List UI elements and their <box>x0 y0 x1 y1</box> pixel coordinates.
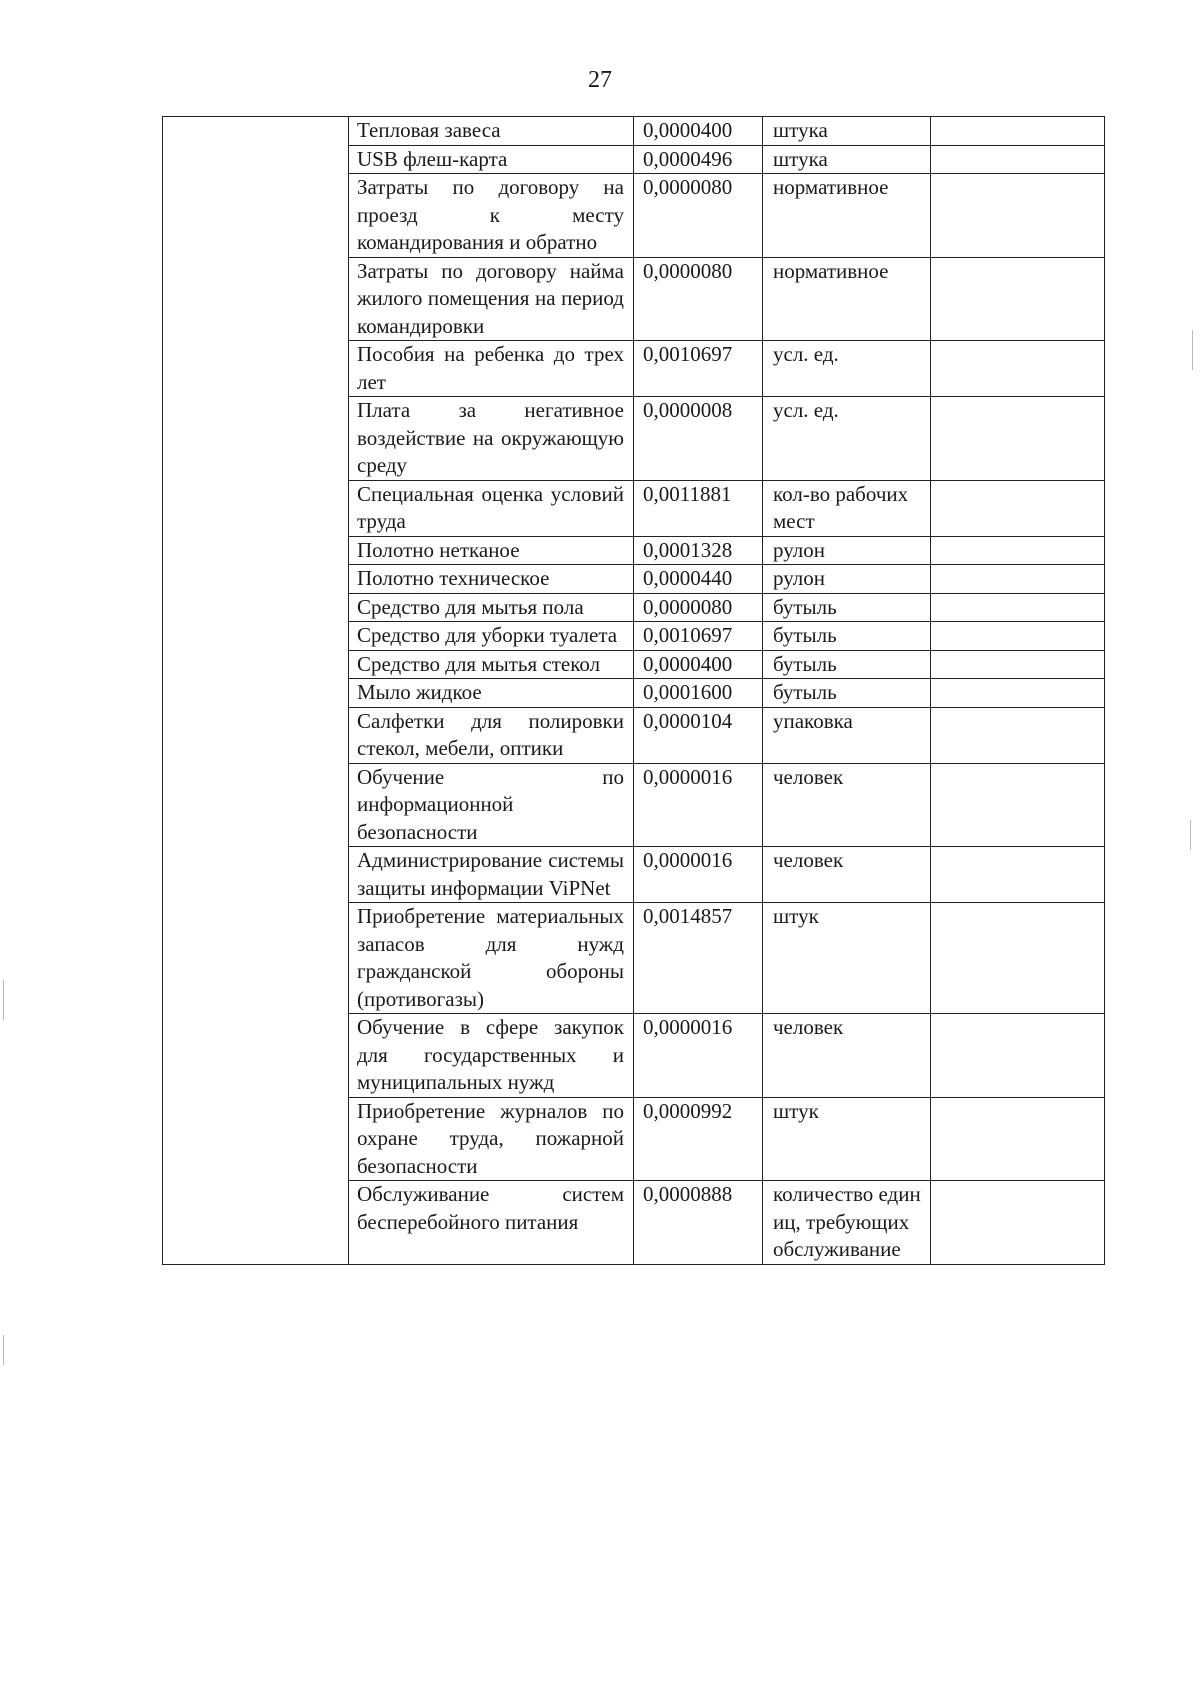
item-name-cell: Обучение в сфере закупок для государственных и муниципальных нужд <box>349 1014 634 1098</box>
unit-cell: кол-во рабочих мест <box>763 480 931 536</box>
unit-cell: рулон <box>763 536 931 565</box>
item-name-cell: Мыло жидкое <box>349 679 634 708</box>
unit-cell: человек <box>763 1014 931 1098</box>
unit-cell: штук <box>763 903 931 1014</box>
unit-cell: упаковка <box>763 707 931 763</box>
empty-cell <box>931 117 1105 146</box>
coefficient-cell: 0,0000080 <box>634 174 763 258</box>
unit-cell: бутыль <box>763 622 931 651</box>
scan-artifact <box>3 1335 4 1365</box>
item-name-cell: Обучение по информационной безопасности <box>349 763 634 847</box>
item-name-cell: Полотно техническое <box>349 565 634 594</box>
empty-cell <box>931 174 1105 258</box>
coefficient-cell: 0,0014857 <box>634 903 763 1014</box>
coefficient-cell: 0,0000080 <box>634 257 763 341</box>
item-name-cell: Полотно нетканое <box>349 536 634 565</box>
unit-cell: человек <box>763 763 931 847</box>
unit-cell: штук <box>763 1097 931 1181</box>
empty-cell <box>931 145 1105 174</box>
page-number: 27 <box>588 67 612 93</box>
coefficient-cell: 0,0000016 <box>634 847 763 903</box>
scan-artifact <box>1192 330 1193 370</box>
item-name-cell: USB флеш-карта <box>349 145 634 174</box>
item-name-cell: Затраты по договору найма жилого помещения на период командировки <box>349 257 634 341</box>
unit-cell: усл. ед. <box>763 341 931 397</box>
item-name-cell: Приобретение материальных запасов для нужд гражданской обороны (противогазы) <box>349 903 634 1014</box>
item-name-cell: Салфетки для полировки стекол, мебели, оптики <box>349 707 634 763</box>
table-body <box>163 117 1105 1265</box>
unit-cell: усл. ед. <box>763 397 931 481</box>
coefficient-cell: 0,0010697 <box>634 341 763 397</box>
scan-artifact <box>3 980 4 1020</box>
coefficient-cell: 0,0000016 <box>634 1014 763 1098</box>
empty-cell <box>931 903 1105 1014</box>
unit-cell: бутыль <box>763 679 931 708</box>
coefficient-cell: 0,0001328 <box>634 536 763 565</box>
unit-cell: штука <box>763 117 931 146</box>
coefficient-cell: 0,0000080 <box>634 593 763 622</box>
empty-cell <box>931 341 1105 397</box>
merged-empty-cell <box>163 117 349 1265</box>
empty-cell <box>931 593 1105 622</box>
empty-cell <box>931 622 1105 651</box>
empty-cell <box>931 650 1105 679</box>
unit-cell: человек <box>763 847 931 903</box>
coefficient-cell: 0,0000888 <box>634 1181 763 1265</box>
item-name-cell: Администрирование системы защиты информации ViPNet <box>349 847 634 903</box>
table-row <box>163 117 1105 146</box>
item-name-cell: Специальная оценка условий труда <box>349 480 634 536</box>
empty-cell <box>931 679 1105 708</box>
coefficient-cell: 0,0001600 <box>634 679 763 708</box>
unit-cell: нормативное <box>763 174 931 258</box>
cost-norms-table <box>162 116 1105 1265</box>
empty-cell <box>931 257 1105 341</box>
unit-cell: штука <box>763 145 931 174</box>
empty-cell <box>931 536 1105 565</box>
unit-cell: бутыль <box>763 593 931 622</box>
coefficient-cell: 0,0000400 <box>634 117 763 146</box>
coefficient-cell: 0,0000104 <box>634 707 763 763</box>
coefficient-cell: 0,0000496 <box>634 145 763 174</box>
empty-cell <box>931 1097 1105 1181</box>
scan-artifact <box>1190 820 1191 850</box>
coefficient-cell: 0,0000992 <box>634 1097 763 1181</box>
coefficient-cell: 0,0010697 <box>634 622 763 651</box>
item-name-cell: Плата за негативное воздействие на окружающую среду <box>349 397 634 481</box>
empty-cell <box>931 763 1105 847</box>
coefficient-cell: 0,0011881 <box>634 480 763 536</box>
coefficient-cell: 0,0000008 <box>634 397 763 481</box>
unit-cell: бутыль <box>763 650 931 679</box>
item-name-cell: Средство для уборки туалета <box>349 622 634 651</box>
coefficient-cell: 0,0000440 <box>634 565 763 594</box>
unit-cell: количество единиц, требующих обслуживание <box>763 1181 931 1265</box>
unit-cell: рулон <box>763 565 931 594</box>
empty-cell <box>931 847 1105 903</box>
empty-cell <box>931 480 1105 536</box>
item-name-cell: Тепловая завеса <box>349 117 634 146</box>
empty-cell <box>931 707 1105 763</box>
item-name-cell: Средство для мытья стекол <box>349 650 634 679</box>
item-name-cell: Приобретение журналов по охране труда, пожарной безопасности <box>349 1097 634 1181</box>
item-name-cell: Средство для мытья пола <box>349 593 634 622</box>
item-name-cell: Пособия на ребенка до трех лет <box>349 341 634 397</box>
empty-cell <box>931 1014 1105 1098</box>
empty-cell <box>931 397 1105 481</box>
coefficient-cell: 0,0000400 <box>634 650 763 679</box>
item-name-cell: Обслуживание систем бесперебойного питания <box>349 1181 634 1265</box>
empty-cell <box>931 1181 1105 1265</box>
unit-cell: нормативное <box>763 257 931 341</box>
empty-cell <box>931 565 1105 594</box>
item-name-cell: Затраты по договору на проезд к месту командирования и обратно <box>349 174 634 258</box>
coefficient-cell: 0,0000016 <box>634 763 763 847</box>
